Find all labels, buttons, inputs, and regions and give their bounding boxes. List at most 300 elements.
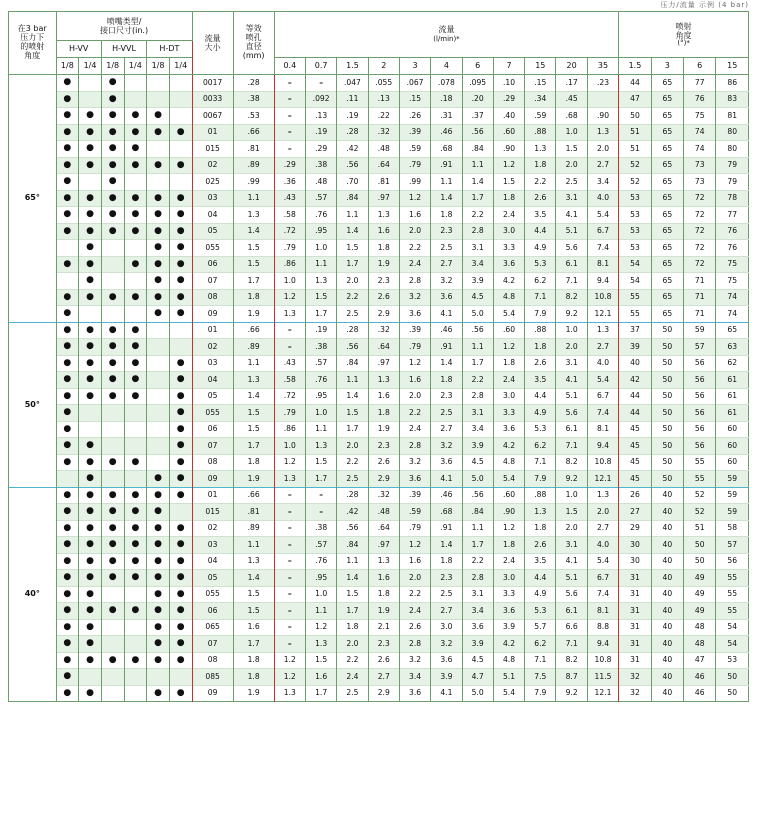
availability-cell bbox=[101, 256, 124, 273]
availability-cell bbox=[79, 273, 102, 290]
flow-value: 2.0 bbox=[399, 388, 430, 405]
flow-pressure-header: 0.4 bbox=[274, 58, 305, 75]
availability-cell bbox=[56, 372, 79, 389]
flow-value: 2.6 bbox=[399, 619, 430, 636]
flow-value: .59 bbox=[399, 504, 430, 521]
spray-angle-value: 81 bbox=[716, 108, 749, 125]
flow-value: 2.4 bbox=[493, 207, 524, 224]
table-row bbox=[9, 471, 749, 488]
flow-value: .59 bbox=[525, 108, 556, 125]
available-dot-icon: ● bbox=[131, 341, 140, 352]
flow-value: .28 bbox=[337, 322, 368, 339]
table-row bbox=[9, 322, 749, 339]
flow-value: .79 bbox=[399, 520, 430, 537]
available-dot-icon: ● bbox=[63, 324, 72, 335]
flow-value: 2.4 bbox=[493, 553, 524, 570]
flow-value: 2.7 bbox=[368, 669, 399, 686]
orifice-header: 等效 喷孔 直径 (mm) bbox=[233, 12, 274, 75]
spray-angle-value: 53 bbox=[619, 240, 651, 257]
flow-value: .57 bbox=[305, 190, 336, 207]
spray-angle-value: 54 bbox=[716, 636, 749, 653]
flow-value: 2.3 bbox=[431, 223, 462, 240]
availability-cell bbox=[56, 240, 79, 257]
available-dot-icon: ● bbox=[131, 209, 140, 220]
availability-cell bbox=[101, 619, 124, 636]
availability-cell bbox=[79, 619, 102, 636]
flow-value: 2.4 bbox=[493, 372, 524, 389]
flow-value: 1.7 bbox=[305, 471, 336, 488]
spray-angle-value: 62 bbox=[716, 355, 749, 372]
availability-cell bbox=[124, 322, 147, 339]
availability-cell bbox=[56, 141, 79, 158]
available-dot-icon: ● bbox=[176, 209, 185, 220]
availability-cell bbox=[79, 438, 102, 455]
availability-cell bbox=[147, 504, 170, 521]
flow-value: 4.0 bbox=[587, 355, 618, 372]
available-dot-icon: ● bbox=[131, 159, 140, 170]
flow-value: – bbox=[305, 75, 336, 92]
flow-size: 07 bbox=[192, 636, 233, 653]
flow-value: 2.7 bbox=[587, 520, 618, 537]
table-row bbox=[9, 454, 749, 471]
available-dot-icon: ● bbox=[86, 225, 94, 236]
available-dot-icon: ● bbox=[176, 588, 185, 599]
top-note: 压力/流量 示例 (4 bar) bbox=[660, 1, 749, 9]
spray-angle-value: 61 bbox=[716, 405, 749, 422]
available-dot-icon: ● bbox=[63, 621, 72, 632]
flow-value: 3.4 bbox=[462, 421, 493, 438]
table-row bbox=[9, 438, 749, 455]
flow-value: 3.9 bbox=[431, 669, 462, 686]
nozzle-type-h-dt: H-DT bbox=[147, 41, 192, 58]
available-dot-icon: ● bbox=[63, 572, 72, 583]
availability-cell bbox=[56, 586, 79, 603]
flow-size: 07 bbox=[192, 273, 233, 290]
availability-cell bbox=[169, 504, 192, 521]
flow-value: .40 bbox=[493, 108, 524, 125]
flow-value: 1.3 bbox=[525, 141, 556, 158]
table-row bbox=[9, 504, 749, 521]
availability-cell bbox=[169, 322, 192, 339]
flow-value: 1.3 bbox=[274, 685, 305, 702]
available-dot-icon: ● bbox=[108, 374, 117, 385]
flow-value: – bbox=[274, 124, 305, 141]
spray-angle-value: 50 bbox=[684, 537, 716, 554]
available-dot-icon: ● bbox=[86, 126, 94, 137]
spray-angle-value: 65 bbox=[651, 240, 683, 257]
spray-angle-value: 30 bbox=[619, 537, 651, 554]
orifice-diameter: 1.1 bbox=[233, 355, 274, 372]
spray-angle-value: 26 bbox=[619, 487, 651, 504]
flow-value: 1.0 bbox=[556, 124, 587, 141]
connection-size: 1/4 bbox=[79, 58, 102, 75]
flow-value: 3.5 bbox=[525, 553, 556, 570]
flow-value: .46 bbox=[431, 487, 462, 504]
flow-value: 2.6 bbox=[368, 652, 399, 669]
spray-angle-value: 59 bbox=[716, 471, 749, 488]
available-dot-icon: ● bbox=[154, 291, 162, 302]
flow-value: 4.9 bbox=[525, 586, 556, 603]
flow-value: .95 bbox=[305, 570, 336, 587]
spray-angle-value: 59 bbox=[716, 487, 749, 504]
availability-cell bbox=[124, 438, 147, 455]
flow-value: 4.1 bbox=[556, 372, 587, 389]
flow-value: 5.4 bbox=[587, 372, 618, 389]
flow-value: 2.3 bbox=[368, 438, 399, 455]
flow-value: 3.1 bbox=[556, 190, 587, 207]
flow-value: 4.7 bbox=[462, 669, 493, 686]
flow-size: 06 bbox=[192, 603, 233, 620]
availability-cell bbox=[147, 273, 170, 290]
availability-cell bbox=[101, 454, 124, 471]
flow-value: 1.1 bbox=[305, 421, 336, 438]
flow-value: 1.7 bbox=[305, 306, 336, 323]
flow-value: 2.0 bbox=[556, 520, 587, 537]
flow-value: 6.1 bbox=[556, 421, 587, 438]
flow-value: 4.4 bbox=[525, 223, 556, 240]
availability-cell bbox=[169, 388, 192, 405]
available-dot-icon: ● bbox=[63, 93, 72, 104]
flow-value: 1.2 bbox=[399, 537, 430, 554]
flow-value: 3.4 bbox=[399, 669, 430, 686]
availability-cell bbox=[79, 240, 102, 257]
orifice-diameter: 1.5 bbox=[233, 586, 274, 603]
availability-cell bbox=[124, 190, 147, 207]
spray-angle-value: 31 bbox=[619, 603, 651, 620]
flow-value: .20 bbox=[462, 91, 493, 108]
availability-cell bbox=[56, 553, 79, 570]
table-row bbox=[9, 273, 749, 290]
availability-cell bbox=[124, 520, 147, 537]
orifice-diameter: 1.3 bbox=[233, 553, 274, 570]
availability-cell bbox=[79, 289, 102, 306]
flow-value: .39 bbox=[399, 487, 430, 504]
flow-value: 1.4 bbox=[337, 388, 368, 405]
table-row bbox=[9, 669, 749, 686]
availability-cell bbox=[147, 669, 170, 686]
flow-value: 4.2 bbox=[493, 438, 524, 455]
flow-value: 2.7 bbox=[431, 421, 462, 438]
flow-value: 2.5 bbox=[431, 240, 462, 257]
flow-value: .95 bbox=[305, 223, 336, 240]
flow-value: 3.6 bbox=[431, 289, 462, 306]
nozzle-spec-table bbox=[8, 11, 749, 702]
spray-angle-value: 60 bbox=[716, 454, 749, 471]
flow-value: 1.2 bbox=[399, 355, 430, 372]
flow-value: 1.5 bbox=[337, 586, 368, 603]
flow-value: 1.7 bbox=[337, 421, 368, 438]
flow-value: 1.5 bbox=[305, 652, 336, 669]
flow-value: 1.5 bbox=[556, 141, 587, 158]
available-dot-icon: ● bbox=[63, 374, 72, 385]
availability-cell bbox=[169, 438, 192, 455]
flow-pressure-header: 2 bbox=[368, 58, 399, 75]
orifice-diameter: .66 bbox=[233, 124, 274, 141]
available-dot-icon: ● bbox=[63, 77, 72, 88]
flow-value: .48 bbox=[305, 174, 336, 191]
flow-value: 3.6 bbox=[399, 471, 430, 488]
flow-value: .76 bbox=[305, 372, 336, 389]
table-row bbox=[9, 240, 749, 257]
flow-value: 5.6 bbox=[556, 405, 587, 422]
flow-value: 12.1 bbox=[587, 306, 618, 323]
flow-value: 3.5 bbox=[525, 372, 556, 389]
available-dot-icon: ● bbox=[86, 638, 94, 649]
orifice-diameter: .28 bbox=[233, 75, 274, 92]
availability-cell bbox=[147, 141, 170, 158]
flow-size: 065 bbox=[192, 619, 233, 636]
spray-angle-value: 74 bbox=[716, 306, 749, 323]
flow-size: 01 bbox=[192, 322, 233, 339]
availability-cell bbox=[79, 157, 102, 174]
availability-cell bbox=[147, 207, 170, 224]
flow-value: – bbox=[274, 91, 305, 108]
available-dot-icon: ● bbox=[154, 192, 162, 203]
availability-cell bbox=[147, 388, 170, 405]
flow-value: 6.7 bbox=[587, 570, 618, 587]
flow-value: 1.3 bbox=[368, 207, 399, 224]
flow-value: .37 bbox=[462, 108, 493, 125]
flow-value: 7.1 bbox=[525, 652, 556, 669]
available-dot-icon: ● bbox=[154, 572, 162, 583]
flow-value: 1.1 bbox=[431, 174, 462, 191]
flow-value: – bbox=[274, 141, 305, 158]
spray-angle-value: 50 bbox=[619, 108, 651, 125]
available-dot-icon: ● bbox=[154, 225, 162, 236]
spray-angle-group: 65° bbox=[9, 75, 57, 323]
availability-cell bbox=[79, 322, 102, 339]
flow-value: 1.6 bbox=[368, 570, 399, 587]
table-row bbox=[9, 553, 749, 570]
availability-cell bbox=[147, 91, 170, 108]
flow-value: 1.2 bbox=[493, 339, 524, 356]
availability-cell bbox=[169, 685, 192, 702]
table-row bbox=[9, 108, 749, 125]
table-row bbox=[9, 174, 749, 191]
flow-value: – bbox=[274, 619, 305, 636]
orifice-diameter: 1.7 bbox=[233, 273, 274, 290]
flow-value: 1.1 bbox=[337, 372, 368, 389]
flow-value: 1.3 bbox=[587, 124, 618, 141]
spray-angle-value: 50 bbox=[651, 339, 683, 356]
availability-cell bbox=[169, 619, 192, 636]
available-dot-icon: ● bbox=[131, 374, 140, 385]
availability-cell bbox=[56, 306, 79, 323]
flow-value: 3.2 bbox=[399, 652, 430, 669]
available-dot-icon: ● bbox=[86, 374, 94, 385]
flow-value: 1.4 bbox=[337, 223, 368, 240]
available-dot-icon: ● bbox=[108, 159, 117, 170]
flow-value: 5.3 bbox=[525, 603, 556, 620]
available-dot-icon: ● bbox=[108, 77, 117, 88]
available-dot-icon: ● bbox=[86, 473, 94, 484]
flow-value: 5.3 bbox=[525, 256, 556, 273]
spray-angle-header bbox=[619, 12, 749, 58]
spray-angle-value: 27 bbox=[619, 504, 651, 521]
orifice-diameter: .89 bbox=[233, 157, 274, 174]
flow-value: .23 bbox=[587, 75, 618, 92]
flow-value: 1.7 bbox=[462, 355, 493, 372]
available-dot-icon: ● bbox=[154, 588, 162, 599]
spray-angle-value: 37 bbox=[619, 322, 651, 339]
flow-value: 1.3 bbox=[525, 504, 556, 521]
availability-cell bbox=[79, 454, 102, 471]
spray-angle-group: 40° bbox=[9, 487, 57, 702]
availability-cell bbox=[79, 223, 102, 240]
flow-value: .91 bbox=[431, 520, 462, 537]
flow-value: 7.9 bbox=[525, 306, 556, 323]
available-dot-icon: ● bbox=[86, 192, 94, 203]
flow-value: .38 bbox=[305, 339, 336, 356]
availability-cell bbox=[101, 322, 124, 339]
flow-value: 6.2 bbox=[525, 438, 556, 455]
available-dot-icon: ● bbox=[108, 176, 117, 187]
flow-value: 9.2 bbox=[556, 471, 587, 488]
flow-value: 10.8 bbox=[587, 289, 618, 306]
available-dot-icon: ● bbox=[108, 291, 117, 302]
flow-value: .97 bbox=[368, 537, 399, 554]
orifice-diameter: 1.3 bbox=[233, 207, 274, 224]
flow-value: 7.1 bbox=[556, 273, 587, 290]
availability-cell bbox=[124, 685, 147, 702]
available-dot-icon: ● bbox=[154, 539, 162, 550]
table-row bbox=[9, 487, 749, 504]
flow-value: 1.2 bbox=[305, 619, 336, 636]
flow-value: 1.6 bbox=[399, 553, 430, 570]
available-dot-icon: ● bbox=[63, 654, 72, 665]
spray-angle-value: 65 bbox=[651, 157, 683, 174]
availability-cell bbox=[79, 372, 102, 389]
flow-value: 3.9 bbox=[462, 438, 493, 455]
flow-value: – bbox=[274, 570, 305, 587]
spray-angle-value: 65 bbox=[651, 190, 683, 207]
availability-cell bbox=[56, 75, 79, 92]
flow-value: .29 bbox=[274, 157, 305, 174]
availability-cell bbox=[124, 652, 147, 669]
spray-angle-value: 80 bbox=[716, 124, 749, 141]
flow-value: 3.2 bbox=[431, 273, 462, 290]
spray-angle-value: 56 bbox=[716, 553, 749, 570]
flow-value: 2.0 bbox=[399, 570, 430, 587]
flow-value: 4.5 bbox=[462, 289, 493, 306]
spray-angle-value: 40 bbox=[651, 652, 683, 669]
flow-value: 3.6 bbox=[493, 421, 524, 438]
availability-cell bbox=[56, 454, 79, 471]
flow-value: 1.8 bbox=[431, 372, 462, 389]
spray-angle-value: 71 bbox=[684, 273, 716, 290]
availability-cell bbox=[101, 553, 124, 570]
available-dot-icon: ● bbox=[108, 605, 117, 616]
availability-cell bbox=[124, 619, 147, 636]
orifice-diameter: 1.3 bbox=[233, 372, 274, 389]
spray-angle-value: 71 bbox=[684, 306, 716, 323]
nozzle-type-h-vv: H-VV bbox=[56, 41, 101, 58]
spray-angle-value: 55 bbox=[619, 306, 651, 323]
flow-value: 3.6 bbox=[399, 685, 430, 702]
available-dot-icon: ● bbox=[131, 225, 140, 236]
availability-cell bbox=[169, 405, 192, 422]
availability-cell bbox=[124, 636, 147, 653]
flow-size: 09 bbox=[192, 685, 233, 702]
availability-cell bbox=[169, 454, 192, 471]
flow-size: 015 bbox=[192, 504, 233, 521]
flow-value: 7.4 bbox=[587, 586, 618, 603]
spray-angle-value: 71 bbox=[684, 289, 716, 306]
availability-cell bbox=[101, 223, 124, 240]
spray-angle-value: 55 bbox=[684, 454, 716, 471]
available-dot-icon: ● bbox=[63, 687, 72, 698]
available-dot-icon: ● bbox=[86, 489, 94, 500]
flow-value: 8.1 bbox=[587, 421, 618, 438]
available-dot-icon: ● bbox=[154, 126, 162, 137]
availability-cell bbox=[147, 636, 170, 653]
flow-value: 1.2 bbox=[274, 454, 305, 471]
flow-value: .42 bbox=[337, 141, 368, 158]
flow-title: 流量 bbox=[438, 25, 455, 34]
flow-value: .10 bbox=[493, 75, 524, 92]
flow-value: 1.5 bbox=[337, 405, 368, 422]
available-dot-icon: ● bbox=[154, 258, 162, 269]
available-dot-icon: ● bbox=[86, 357, 94, 368]
availability-cell bbox=[169, 157, 192, 174]
flow-value: .078 bbox=[431, 75, 462, 92]
available-dot-icon: ● bbox=[63, 192, 72, 203]
flow-size: 0067 bbox=[192, 108, 233, 125]
flow-value: 1.9 bbox=[368, 421, 399, 438]
flow-value: 1.3 bbox=[587, 322, 618, 339]
table-row bbox=[9, 636, 749, 653]
availability-cell bbox=[79, 586, 102, 603]
availability-cell bbox=[101, 273, 124, 290]
flow-value: .97 bbox=[368, 355, 399, 372]
flow-value: .095 bbox=[462, 75, 493, 92]
flow-value: 2.2 bbox=[337, 289, 368, 306]
flow-value: 8.2 bbox=[556, 454, 587, 471]
spray-angle-value: 50 bbox=[716, 669, 749, 686]
spray-angle-value: 65 bbox=[651, 174, 683, 191]
table-row bbox=[9, 141, 749, 158]
available-dot-icon: ● bbox=[131, 555, 140, 566]
flow-pressure-header: 6 bbox=[462, 58, 493, 75]
flow-value: 1.8 bbox=[337, 619, 368, 636]
flow-value: 4.4 bbox=[525, 388, 556, 405]
flow-value: 2.5 bbox=[337, 306, 368, 323]
orifice-diameter: 1.1 bbox=[233, 190, 274, 207]
availability-cell bbox=[56, 438, 79, 455]
spray-angle-value: 29 bbox=[619, 520, 651, 537]
availability-cell bbox=[101, 537, 124, 554]
flow-value: .68 bbox=[431, 504, 462, 521]
availability-cell bbox=[147, 256, 170, 273]
availability-cell bbox=[147, 75, 170, 92]
availability-cell bbox=[56, 256, 79, 273]
available-dot-icon: ● bbox=[108, 324, 117, 335]
available-dot-icon: ● bbox=[154, 308, 162, 319]
angle-pressure-header: 15 bbox=[716, 58, 749, 75]
spray-angle-value: 32 bbox=[619, 685, 651, 702]
spray-angle-value: 40 bbox=[651, 685, 683, 702]
flow-value: 4.1 bbox=[431, 471, 462, 488]
availability-cell bbox=[56, 124, 79, 141]
availability-cell bbox=[56, 636, 79, 653]
flow-value: 1.5 bbox=[337, 240, 368, 257]
nozzle-type-h-vvl: H-VVL bbox=[101, 41, 146, 58]
flow-value: 9.2 bbox=[556, 306, 587, 323]
spray-angle-value: 49 bbox=[684, 603, 716, 620]
spray-angle-value: 46 bbox=[684, 669, 716, 686]
flow-value: .84 bbox=[462, 141, 493, 158]
flow-value: 4.8 bbox=[493, 289, 524, 306]
